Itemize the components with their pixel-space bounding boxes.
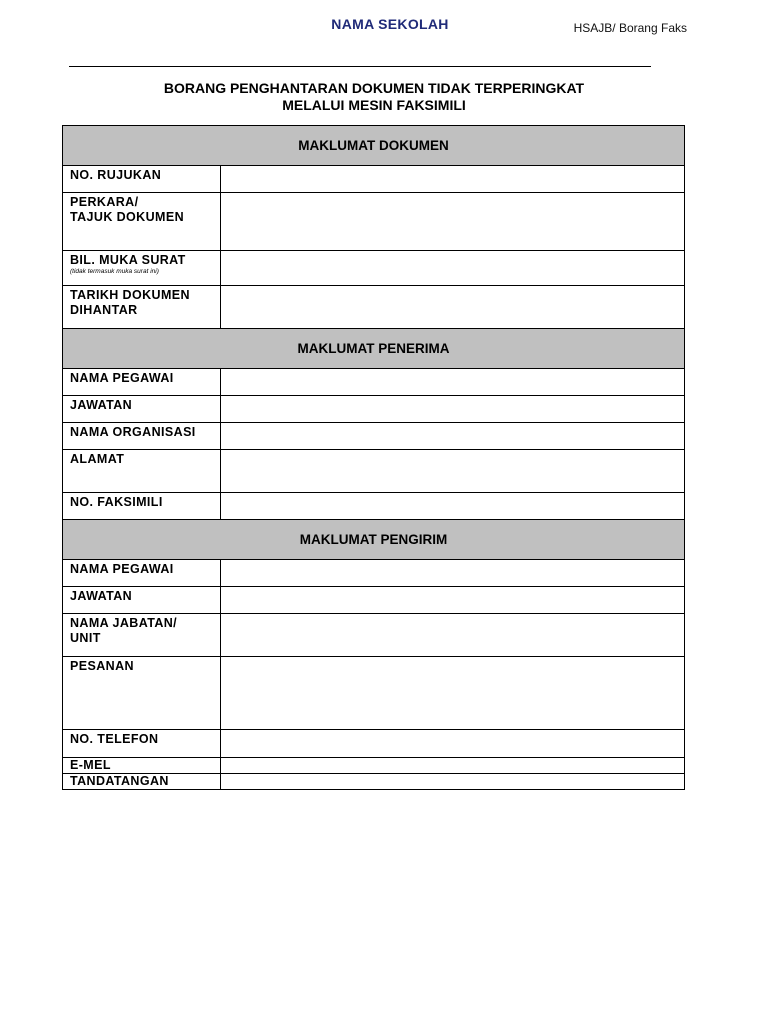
organisation-label: NAMA ORGANISASI xyxy=(63,423,221,450)
form-row xyxy=(63,758,685,774)
department-label xyxy=(63,614,221,657)
department-label-line-1: NAMA JABATAN/ xyxy=(70,616,178,630)
fax-no-label: NO. FAKSIMILI xyxy=(63,493,221,520)
form-row xyxy=(63,286,685,329)
section-header-row xyxy=(63,329,685,369)
recipient-section-heading: MAKLUMAT PENERIMA xyxy=(63,329,685,369)
recipient-name-label: NAMA PEGAWAI xyxy=(63,369,221,396)
recipient-position-field[interactable] xyxy=(221,396,685,423)
form-row xyxy=(63,560,685,587)
signature-field[interactable] xyxy=(221,774,685,790)
form-title-line-1: BORANG PENGHANTARAN DOKUMEN TIDAK TERPERINGKAT xyxy=(163,80,585,96)
email-label: E-MEL xyxy=(63,758,221,774)
date-sent-label-line-2: DIHANTAR xyxy=(70,303,138,317)
sender-section-heading: MAKLUMAT PENGIRIM xyxy=(63,520,685,560)
section-header-row xyxy=(63,520,685,560)
pages-label-text: BIL. MUKA SURAT xyxy=(70,253,186,267)
sender-position-field[interactable] xyxy=(221,587,685,614)
form-row xyxy=(63,193,685,251)
email-field[interactable] xyxy=(221,758,685,774)
subject-label-line-1: PERKARA/ xyxy=(70,195,139,209)
form-row xyxy=(63,251,685,286)
form-row xyxy=(63,493,685,520)
phone-field[interactable] xyxy=(221,730,685,758)
address-field[interactable] xyxy=(221,450,685,493)
pages-field[interactable] xyxy=(221,251,685,286)
form-row xyxy=(63,614,685,657)
date-sent-label xyxy=(63,286,221,329)
form-row xyxy=(63,657,685,730)
pages-label xyxy=(63,251,221,286)
department-label-line-2: UNIT xyxy=(70,631,101,645)
form-reference: HSAJB/ Borang Faks xyxy=(573,21,687,35)
form-row xyxy=(63,587,685,614)
department-field[interactable] xyxy=(221,614,685,657)
address-label: ALAMAT xyxy=(63,450,221,493)
recipient-name-field[interactable] xyxy=(221,369,685,396)
date-sent-field[interactable] xyxy=(221,286,685,329)
subject-field[interactable] xyxy=(221,193,685,251)
form-row xyxy=(63,396,685,423)
form-title-line-2: MELALUI MESIN FAKSIMILI xyxy=(282,97,466,113)
form-row xyxy=(63,450,685,493)
ref-no-field[interactable] xyxy=(221,166,685,193)
subject-label xyxy=(63,193,221,251)
organisation-field[interactable] xyxy=(221,423,685,450)
recipient-position-label: JAWATAN xyxy=(63,396,221,423)
header-divider xyxy=(69,66,651,67)
signature-label: TANDATANGAN xyxy=(63,774,221,790)
school-name: NAMA SEKOLAH xyxy=(331,16,449,32)
sender-position-label: JAWATAN xyxy=(63,587,221,614)
message-label: PESANAN xyxy=(63,657,221,730)
pages-note: (tidak termasuk muka surat ini) xyxy=(70,268,159,275)
form-row xyxy=(63,166,685,193)
fax-no-field[interactable] xyxy=(221,493,685,520)
ref-no-label: NO. RUJUKAN xyxy=(63,166,221,193)
date-sent-label-line-1: TARIKH DOKUMEN xyxy=(70,288,190,302)
form-row xyxy=(63,369,685,396)
subject-label-line-2: TAJUK DOKUMEN xyxy=(70,210,184,224)
section-header-row xyxy=(63,126,685,166)
form-row xyxy=(63,423,685,450)
phone-label: NO. TELEFON xyxy=(63,730,221,758)
fax-form-table xyxy=(62,125,685,790)
sender-name-field[interactable] xyxy=(221,560,685,587)
form-row xyxy=(63,774,685,790)
sender-name-label: NAMA PEGAWAI xyxy=(63,560,221,587)
message-field[interactable] xyxy=(221,657,685,730)
form-title xyxy=(63,80,685,114)
document-section-heading: MAKLUMAT DOKUMEN xyxy=(63,126,685,166)
form-row xyxy=(63,730,685,758)
